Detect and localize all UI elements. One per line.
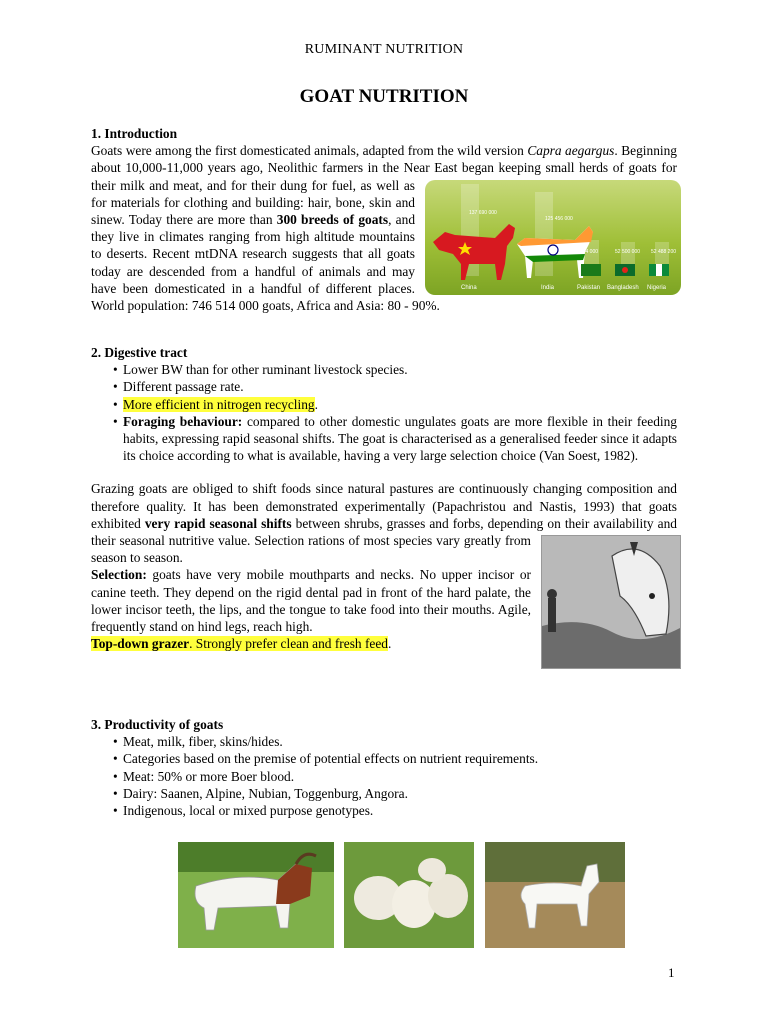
goat-population-chart <box>425 180 681 295</box>
value-label: 52 488 200 <box>651 248 677 255</box>
goat-browsing-photo <box>541 535 681 669</box>
flag-circle <box>622 267 628 273</box>
section-heading: 3. Productivity of goats <box>91 717 224 732</box>
section-productivity <box>91 716 677 819</box>
chart-bar <box>535 192 553 276</box>
grazing-text-1: Grazing goats are obliged to shift foods since natural pastures are continuously changing composition and therefore quality. It has been demonstrated experimentally (Papachristou and Nastis, 1993) that goats exhibited <box>91 481 677 531</box>
term-label: Foraging behaviour: <box>123 413 243 429</box>
list-item <box>91 396 677 413</box>
running-header: RUMINANT NUTRITION <box>304 42 464 57</box>
page-number: 1 <box>668 965 675 980</box>
country-label: Bangladesh <box>607 284 639 291</box>
section-heading: 1. Introduction <box>91 126 178 141</box>
section-heading: 2. Digestive tract <box>91 345 188 360</box>
country-label: China <box>461 284 477 291</box>
value-label: 52 500 000 <box>615 248 641 255</box>
page-title: GOAT NUTRITION <box>299 86 469 107</box>
intro-text-1: Goats were among the first domesticated animals, adapted from the wild version <box>91 143 528 159</box>
bullet-icon: • <box>113 396 118 412</box>
list-item-text: Meat, milk, fiber, skins/hides. <box>123 734 283 750</box>
list-item <box>91 733 677 750</box>
country-label: India <box>541 284 555 291</box>
country-label: Pakistan <box>577 284 601 291</box>
section-introduction <box>91 125 677 314</box>
highlighted-text: More efficient in nitrogen recycling <box>123 396 315 412</box>
list-item <box>91 750 677 767</box>
list-item-text: Lower BW than for other ruminant livestock species. <box>123 362 408 378</box>
list-item-text: compared to other domestic ungulates goats are more flexible in their feeding habits, expressing rapid seasonal shifts. The goat is characterised as a generalised feeder since it adapts its choice according to what is available, having a very large selection choice (Van Soest, 1982). <box>123 413 678 464</box>
boer-goat-photo <box>178 842 334 948</box>
bullet-icon: • <box>113 751 118 767</box>
goat-browsing-graphic <box>542 536 680 668</box>
selection-text: goats have very mobile mouthparts and necks. No upper incisor or canine teeth. They depend on the rigid dental pad in front of the hard palate, the lower incisor teeth, the lips, and the tongue to take food into their mouths. Agile, frequently stand on hind legs, reach high. <box>91 567 531 635</box>
list-item-text: Different passage rate. <box>123 379 244 395</box>
list-item-text: . <box>314 396 318 412</box>
list-item <box>91 802 677 819</box>
productivity-list <box>91 733 677 819</box>
bullet-icon: • <box>113 379 118 395</box>
section-digestive-tract <box>91 344 677 669</box>
flag-stripe <box>656 264 662 276</box>
top-down-term: Top-down grazer <box>91 636 190 652</box>
saanen-goat-graphic <box>485 842 625 948</box>
boer-goat-graphic <box>178 842 334 948</box>
intro-text-2-rest: as for materials for clothing and building: hair, bone, skin and sinew. Today there are more than <box>91 177 415 228</box>
value-label: 55 244 000 <box>573 248 599 255</box>
angora-goats-photo <box>344 842 474 948</box>
digestive-list <box>91 361 677 464</box>
value-label: 137 690 000 <box>469 209 497 216</box>
bullet-icon: • <box>113 785 118 801</box>
grazing-text-2-head: between shrubs, grasses and forbs, depending on their availability and their seasonal nutritive <box>91 515 677 549</box>
list-item-text: Indigenous, local or mixed purpose genotypes. <box>123 803 374 819</box>
bullet-icon: • <box>113 734 118 750</box>
list-item <box>91 785 677 802</box>
list-item-text: Meat: 50% or more Boer blood. <box>123 768 295 784</box>
saanen-goat-photo <box>485 842 625 948</box>
intro-text-3: , and they live in climates ranging from high altitude mountains to deserts. Recent mtDNA research suggests that all goats today are descended from a handful of animals and may have been domesticated in a handful of different places. World population: 746 514 000 goats, Africa and Asia: 80 - 90%. <box>91 212 440 314</box>
seasonal-shifts-term: very rapid seasonal shifts <box>144 515 292 531</box>
grazing-text-2-rest: value. Selection rations of most species vary greatly from season to season. <box>91 533 531 566</box>
intro-text-2-head: . Beginning about 10,000-11,000 years ago, Neolithic farmers in the Near East began keeping small herds of goats for their milk and meat, and for their dung for fuel, as well <box>91 143 677 193</box>
selection-term: Selection: <box>91 567 147 583</box>
intro-paragraph <box>91 142 677 314</box>
pakistan-goat-icon <box>581 264 601 276</box>
bullet-icon: • <box>113 803 118 819</box>
bullet-icon: • <box>113 362 118 378</box>
grazing-paragraph <box>91 480 677 566</box>
list-item <box>91 361 677 378</box>
breeds-count: 300 breeds of goats <box>276 212 389 228</box>
goat-breed-photos <box>178 842 628 950</box>
list-item <box>91 378 677 395</box>
species-name: Capra aegargus <box>527 143 615 159</box>
value-label: 125 456 000 <box>545 215 573 222</box>
angora-goats-graphic <box>344 842 474 948</box>
list-item-text: Dairy: Saanen, Alpine, Nubian, Toggenburg, Angora. <box>123 785 408 801</box>
goat-population-chart-graphic <box>425 180 681 295</box>
sentence-end: . <box>388 636 392 652</box>
list-item <box>91 413 677 465</box>
country-label: Nigeria <box>647 284 667 291</box>
highlighted-text: . Strongly prefer clean and fresh feed <box>189 636 388 652</box>
list-item-text: Categories based on the premise of potential effects on nutrient requirements. <box>123 751 539 767</box>
bullet-icon: • <box>113 413 118 429</box>
bullet-icon: • <box>113 768 118 784</box>
list-item <box>91 768 677 785</box>
